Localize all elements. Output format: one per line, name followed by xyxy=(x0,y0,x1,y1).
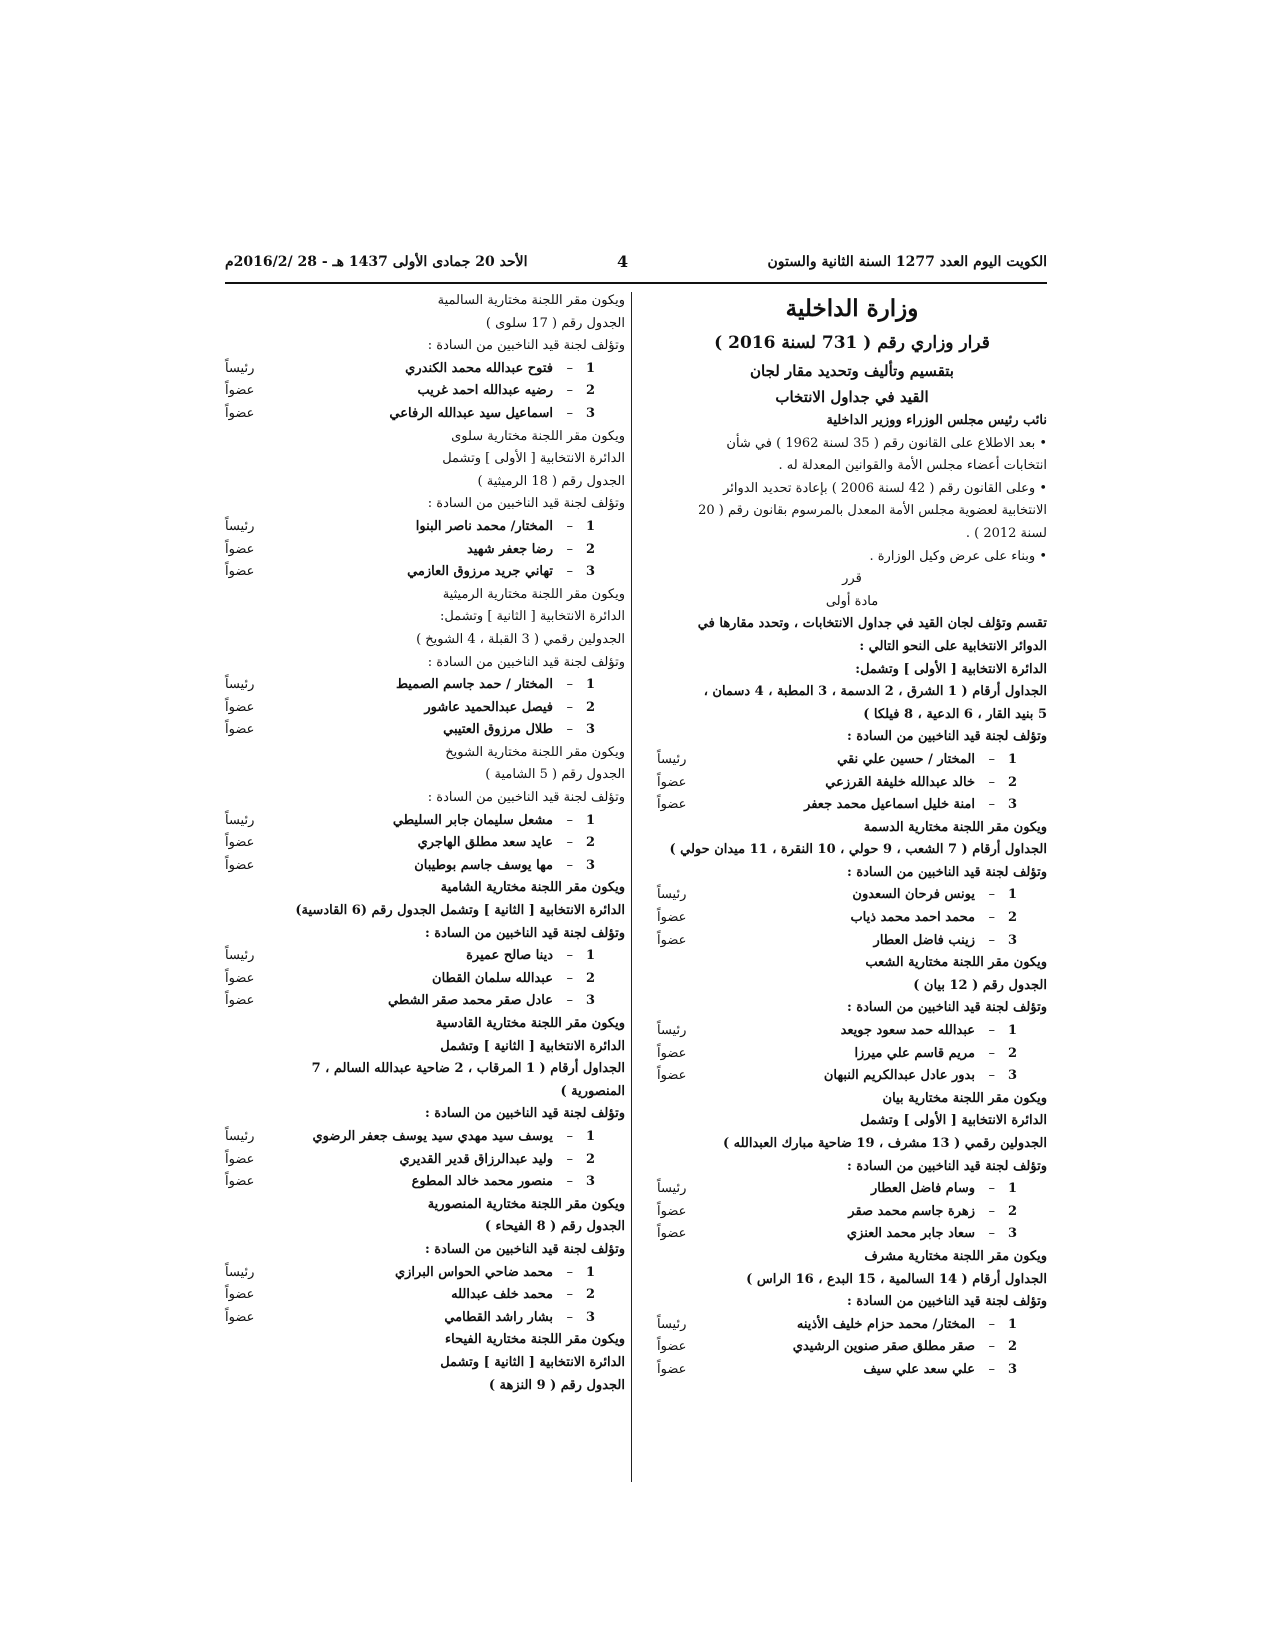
member-number: 2 xyxy=(1007,774,1017,790)
committee-member xyxy=(225,380,625,403)
dash-separator: – xyxy=(988,1023,995,1039)
committee-list xyxy=(225,516,625,584)
text-line: 5 بنيد القار ، 6 الدعية ، 8 فيلكا ) xyxy=(863,706,1047,722)
dash-separator: – xyxy=(566,948,573,964)
text-line: وتؤلف لجنة قيد الناخبين من السادة : xyxy=(846,864,1047,880)
dash-separator: – xyxy=(988,910,995,926)
committee-member xyxy=(225,1171,625,1194)
member-name: علي سعد علي سيف xyxy=(863,1361,975,1377)
member-role: عضواً xyxy=(225,1309,255,1325)
text-line: وتؤلف لجنة قيد الناخبين من السادة : xyxy=(846,729,1047,745)
text-line: الجداول أرقام ( 1 الشرق ، 2 الدسمة ، 3 المطبة ، 4 دسمان ، xyxy=(703,684,1047,700)
member-number: 3 xyxy=(585,722,595,738)
text-line: وتؤلف لجنة قيد الناخبين من السادة : xyxy=(846,1294,1047,1310)
member-name: المختار / حسين علي نقي xyxy=(837,751,975,767)
section-lines xyxy=(225,742,625,810)
member-role: عضواً xyxy=(225,405,255,421)
dash-separator: – xyxy=(566,405,573,421)
member-name: وسام فاضل العطار xyxy=(870,1181,975,1197)
text-line: لسنة 2012 ) . xyxy=(965,525,1047,541)
member-number: 1 xyxy=(1007,887,1017,903)
committee-member xyxy=(225,832,625,855)
member-role: عضواً xyxy=(225,383,255,399)
text-line: الدائرة الانتخابية [ الثانية ] وتشمل xyxy=(440,1038,625,1054)
text-line: • بعد الاطلاع على القانون رقم ( 35 لسنة 1962 ) في شأن xyxy=(726,435,1047,451)
dash-separator: – xyxy=(566,1287,573,1303)
member-number: 2 xyxy=(1007,1045,1017,1061)
member-role: رئيساً xyxy=(657,887,687,903)
member-role: عضواً xyxy=(225,857,255,873)
text-line: الدائرة الانتخابية [ الثانية ] وتشمل: xyxy=(439,609,625,625)
member-role: عضواً xyxy=(225,1287,255,1303)
issuer: نائب رئيس مجلس الوزراء ووزير الداخلية xyxy=(826,413,1047,428)
member-role: عضواً xyxy=(657,1203,687,1219)
text-line: الجدولين رقمي ( 13 مشرف ، 19 ضاحية مبارك العبدالله ) xyxy=(722,1136,1047,1151)
committee-member xyxy=(657,1020,1047,1043)
committee-list xyxy=(657,1178,1047,1246)
committee-member xyxy=(225,945,625,968)
member-role: رئيساً xyxy=(657,1023,687,1039)
dash-separator: – xyxy=(566,1128,573,1144)
text-line: الجدول رقم ( 5 الشامية ) xyxy=(485,767,625,783)
member-role: عضواً xyxy=(657,1361,687,1377)
member-name: فيصل عبدالحميد عاشور xyxy=(424,699,553,715)
member-name: يوسف سيد مهدي سيد يوسف جعفر الرضوي xyxy=(312,1128,553,1144)
section-lines xyxy=(225,1013,625,1126)
member-number: 3 xyxy=(585,405,595,421)
committee-member xyxy=(657,884,1047,907)
dash-separator: – xyxy=(566,993,573,1009)
text-line: ويكون مقر اللجنة مختارية المنصورية xyxy=(427,1196,625,1212)
dash-separator: – xyxy=(988,1316,995,1332)
dash-separator: – xyxy=(566,835,573,851)
committee-member xyxy=(225,697,625,720)
member-name: المختار / حمد جاسم الصميط xyxy=(395,677,553,693)
decided-label: قرر xyxy=(842,571,862,587)
member-number: 3 xyxy=(1007,1361,1017,1377)
member-number: 2 xyxy=(585,383,595,399)
member-role: رئيساً xyxy=(225,677,255,693)
member-number: 1 xyxy=(1007,1023,1017,1039)
committee-member xyxy=(657,772,1047,795)
member-name: خالد عبدالله خليفة القرزعي xyxy=(825,774,975,790)
member-number: 3 xyxy=(1007,1226,1017,1242)
committee-member xyxy=(225,358,625,381)
member-number: 2 xyxy=(1007,910,1017,926)
committee-member xyxy=(657,1065,1047,1088)
left-column xyxy=(225,290,625,1397)
member-number: 2 xyxy=(1007,1203,1017,1219)
member-number: 2 xyxy=(585,970,595,986)
page-number: 4 xyxy=(617,252,629,271)
member-number: 1 xyxy=(585,518,595,534)
member-number: 3 xyxy=(1007,932,1017,948)
dash-separator: – xyxy=(566,383,573,399)
section-lines xyxy=(225,1194,625,1262)
member-number: 1 xyxy=(585,1128,595,1144)
member-role: رئيساً xyxy=(225,812,255,828)
member-name: وليد عبدالرزاق قدير القديري xyxy=(399,1151,553,1167)
member-name: رضيه عبدالله احمد غريب xyxy=(417,383,553,399)
member-name: المختار/ محمد حزام خليف الأذينه xyxy=(796,1316,975,1332)
member-role: عضواً xyxy=(225,835,255,851)
text-line: وتؤلف لجنة قيد الناخبين من السادة : xyxy=(846,1000,1047,1016)
member-name: امنة خليل اسماعيل محمد جعفر xyxy=(804,797,975,813)
text-line: وتؤلف لجنة قيد الناخبين من السادة : xyxy=(427,338,625,354)
decision-title: قرار وزاري رقم ( 731 لسنة 2016 ) xyxy=(714,333,990,353)
dash-separator: – xyxy=(566,1174,573,1190)
preamble xyxy=(657,433,1047,569)
section-lines xyxy=(225,877,625,945)
member-number: 1 xyxy=(585,677,595,693)
committee-member xyxy=(225,1149,625,1172)
member-name: مريم قاسم علي ميرزا xyxy=(854,1045,975,1061)
member-role: عضواً xyxy=(657,797,687,813)
text-line: الجدول رقم ( 17 سلوى ) xyxy=(485,315,625,331)
text-line: الجدولين رقمي ( 3 القبلة ، 4 الشويخ ) xyxy=(416,631,625,647)
dash-separator: – xyxy=(988,797,995,813)
member-number: 2 xyxy=(1007,1339,1017,1355)
text-line: الجداول أرقام ( 7 الشعب ، 9 حولي ، 10 النقرة ، 11 ميدان حولي ) xyxy=(669,842,1047,858)
text-line: ويكون مقر اللجنة مختارية الرميثية xyxy=(442,586,625,602)
section-lines xyxy=(657,1088,1047,1178)
member-number: 2 xyxy=(585,1151,595,1167)
text-line: ويكون مقر اللجنة مختارية سلوى xyxy=(451,428,625,444)
member-role: رئيساً xyxy=(225,1128,255,1144)
text-line: الدائرة الانتخابية [ الأولى ] وتشمل xyxy=(442,451,625,467)
member-role: رئيساً xyxy=(657,1181,687,1197)
member-role: عضواً xyxy=(657,932,687,948)
text-line: الجدول رقم ( 9 النزهة ) xyxy=(488,1377,625,1393)
committee-member xyxy=(657,1178,1047,1201)
member-role: رئيساً xyxy=(225,948,255,964)
committee-list xyxy=(225,358,625,426)
issue-date: الأحد 20 جمادى الأولى 1437 هـ - 28 /2016/2م xyxy=(225,254,528,270)
committee-list xyxy=(225,1126,625,1194)
member-name: زهرة جاسم محمد صقر xyxy=(848,1203,975,1219)
text-line: وتؤلف لجنة قيد الناخبين من السادة : xyxy=(424,1241,625,1257)
member-number: 3 xyxy=(585,1309,595,1325)
member-name: صقر مطلق صقر صنوين الرشيدي xyxy=(792,1339,975,1355)
text-line: ويكون مقر اللجنة مختارية مشرف xyxy=(864,1248,1047,1264)
committee-list xyxy=(657,884,1047,952)
member-number: 3 xyxy=(585,993,595,1009)
committee-list xyxy=(225,810,625,878)
member-name: منصور محمد خالد المطوع xyxy=(411,1174,553,1190)
article-label: مادة أولى xyxy=(825,593,879,609)
dash-separator: – xyxy=(566,970,573,986)
member-name: يونس فرحان السعدون xyxy=(852,887,975,903)
committee-member xyxy=(225,1307,625,1330)
dash-separator: – xyxy=(988,1045,995,1061)
text-line: وتؤلف لجنة قيد الناخبين من السادة : xyxy=(424,925,625,941)
member-role: عضواً xyxy=(225,722,255,738)
committee-member xyxy=(225,1126,625,1149)
member-name: سعاد جابر محمد العنزي xyxy=(846,1226,975,1242)
member-role: عضواً xyxy=(657,1068,687,1084)
dash-separator: – xyxy=(988,887,995,903)
text-line: • وبناء على عرض وكيل الوزارة . xyxy=(869,548,1047,564)
dash-separator: – xyxy=(566,1309,573,1325)
committee-member xyxy=(225,990,625,1013)
committee-member xyxy=(225,1262,625,1285)
dash-separator: – xyxy=(566,1151,573,1167)
text-line: ويكون مقر اللجنة مختارية الشويخ xyxy=(445,744,625,760)
committee-list xyxy=(225,1262,625,1330)
dash-separator: – xyxy=(988,1181,995,1197)
columns xyxy=(225,290,1047,1490)
member-role: عضواً xyxy=(225,1174,255,1190)
text-line: انتخابات أعضاء مجلس الأمة والقوانين المعدلة له . xyxy=(778,458,1047,474)
committee-member xyxy=(657,749,1047,772)
member-name: عادل صقر محمد صقر الشطي xyxy=(388,993,553,1009)
page-header xyxy=(225,248,1047,284)
committee-member xyxy=(225,674,625,697)
committee-member xyxy=(225,1284,625,1307)
member-number: 3 xyxy=(585,1174,595,1190)
member-name: محمد خلف عبدالله xyxy=(451,1287,553,1303)
member-name: عبدالله سلمان القطان xyxy=(432,970,553,986)
committee-list xyxy=(657,749,1047,817)
text-line: الجدول رقم ( 12 بيان ) xyxy=(913,977,1047,993)
member-role: عضواً xyxy=(657,910,687,926)
text-line: • وعلى القانون رقم ( 42 لسنة 2006 ) بإعادة تحديد الدوائر xyxy=(723,480,1047,496)
member-role: عضواً xyxy=(225,541,255,557)
text-line: الدائرة الانتخابية [ الثانية ] وتشمل xyxy=(440,1354,625,1370)
gazette-page xyxy=(225,248,1047,1490)
member-role: رئيساً xyxy=(225,1264,255,1280)
text-line: ويكون مقر اللجنة مختارية الشعب xyxy=(865,955,1047,971)
member-role: عضواً xyxy=(225,970,255,986)
committee-member xyxy=(225,561,625,584)
dash-separator: – xyxy=(988,774,995,790)
member-role: عضواً xyxy=(657,774,687,790)
member-name: رضا جعفر شهيد xyxy=(466,541,553,557)
committee-member xyxy=(657,1336,1047,1359)
member-number: 2 xyxy=(585,699,595,715)
member-name: دينا صالح عميرة xyxy=(466,948,553,964)
member-role: عضواً xyxy=(225,993,255,1009)
member-number: 1 xyxy=(1007,1316,1017,1332)
committee-member xyxy=(657,1201,1047,1224)
dash-separator: – xyxy=(566,564,573,580)
member-number: 3 xyxy=(585,564,595,580)
section-lines xyxy=(225,584,625,674)
text-line: المنصورية ) xyxy=(560,1083,625,1099)
committee-member xyxy=(225,968,625,991)
right-column xyxy=(657,290,1047,1382)
committee-member xyxy=(225,855,625,878)
member-number: 2 xyxy=(585,541,595,557)
member-role: عضواً xyxy=(225,1151,255,1167)
committee-list xyxy=(657,1314,1047,1382)
text-line: ويكون مقر اللجنة مختارية الدسمة xyxy=(863,819,1047,835)
committee-member xyxy=(225,810,625,833)
member-name: تهاني جريد مرزوق العازمي xyxy=(407,564,553,580)
dash-separator: – xyxy=(566,360,573,376)
member-name: فتوح عبدالله محمد الكندري xyxy=(405,360,553,376)
member-name: بشار راشد القطامي xyxy=(444,1309,553,1325)
dash-separator: – xyxy=(566,699,573,715)
dash-separator: – xyxy=(988,751,995,767)
member-role: رئيساً xyxy=(657,751,687,767)
member-number: 2 xyxy=(585,835,595,851)
committee-member xyxy=(657,1314,1047,1337)
member-role: عضواً xyxy=(657,1045,687,1061)
committee-member xyxy=(657,1043,1047,1066)
member-number: 1 xyxy=(585,1264,595,1280)
dash-separator: – xyxy=(566,722,573,738)
committee-member xyxy=(225,403,625,426)
text-line: الدائرة الانتخابية [ الأولى ] وتشمل: xyxy=(855,661,1047,677)
member-name: محمد ضاحي الحواس البرازي xyxy=(394,1264,553,1280)
dash-separator: – xyxy=(988,1339,995,1355)
member-role: رئيساً xyxy=(657,1316,687,1332)
text-line: ويكون مقر اللجنة مختارية السالمية xyxy=(437,293,625,308)
member-name: مها يوسف جاسم بوطيبان xyxy=(414,857,553,873)
dash-separator: – xyxy=(566,518,573,534)
member-role: رئيساً xyxy=(225,518,255,534)
text-line: وتؤلف لجنة قيد الناخبين من السادة : xyxy=(846,1158,1047,1174)
dash-separator: – xyxy=(988,1203,995,1219)
section-lines xyxy=(657,817,1047,885)
dash-separator: – xyxy=(566,1264,573,1280)
text-line: وتؤلف لجنة قيد الناخبين من السادة : xyxy=(427,496,625,512)
text-line: الانتخابية لعضوية مجلس الأمة المعدل بالمرسوم بقانون رقم ( 20 xyxy=(698,503,1047,519)
publication-title: الكويت اليوم العدد 1277 السنة الثانية والستون xyxy=(767,254,1047,270)
committee-member xyxy=(225,516,625,539)
member-name: المختار/ محمد ناصر البنوا xyxy=(415,518,553,534)
dash-separator: – xyxy=(566,857,573,873)
text-line: الجداول أرقام ( 1 المرقاب ، 2 ضاحية عبدالله السالم ، 7 xyxy=(311,1061,625,1077)
member-name: زينب فاضل العطار xyxy=(873,932,975,948)
member-name: طلال مرزوق العتيبي xyxy=(443,722,553,738)
section-lines xyxy=(657,1246,1047,1314)
text-line: ويكون مقر اللجنة مختارية الشامية xyxy=(440,880,625,896)
committee-member xyxy=(225,719,625,742)
member-number: 3 xyxy=(1007,1068,1017,1084)
committee-member xyxy=(657,1359,1047,1382)
text-line: الدائرة الانتخابية [ الأولى ] وتشمل xyxy=(860,1113,1047,1129)
dash-separator: – xyxy=(566,812,573,828)
dash-separator: – xyxy=(988,1361,995,1377)
member-role: عضواً xyxy=(657,1339,687,1355)
text-line: تقسم وتؤلف لجان القيد في جداول الانتخابات ، وتحدد مقارها في xyxy=(697,616,1047,632)
dash-separator: – xyxy=(988,1226,995,1242)
member-role: عضواً xyxy=(225,699,255,715)
text-line: الدوائر الانتخابية على النحو التالي : xyxy=(859,638,1047,654)
member-name: مشعل سليمان جابر السليطي xyxy=(392,812,553,828)
text-line: ويكون مقر اللجنة مختارية الفيحاء xyxy=(445,1332,625,1348)
member-role: رئيساً xyxy=(225,360,255,376)
member-name: بدور عادل عبدالكريم النبهان xyxy=(823,1068,975,1084)
article-text xyxy=(657,613,1047,658)
section-lines xyxy=(225,290,625,358)
text-line: الدائرة الانتخابية [ الثانية ] وتشمل الجدول رقم (6 القادسية) xyxy=(295,903,625,919)
member-role: عضواً xyxy=(225,564,255,580)
member-name: عايد سعد مطلق الهاجري xyxy=(417,835,553,851)
text-line: ويكون مقر اللجنة مختارية القادسية xyxy=(435,1016,625,1031)
committee-member xyxy=(657,907,1047,930)
committee-member xyxy=(657,930,1047,953)
text-line: الجدول رقم ( 18 الرميثية ) xyxy=(477,473,625,489)
member-number: 3 xyxy=(585,857,595,873)
text-line: الجدول رقم ( 8 الفيحاء ) xyxy=(484,1219,625,1235)
decision-subject-2: القيد في جداول الانتخاب xyxy=(775,388,929,406)
member-number: 1 xyxy=(1007,751,1017,767)
column-divider xyxy=(631,292,632,1482)
member-name: عبدالله حمد سعود جويعد xyxy=(840,1023,975,1039)
text-line: وتؤلف لجنة قيد الناخبين من السادة : xyxy=(424,1106,625,1122)
member-number: 1 xyxy=(1007,1181,1017,1197)
committee-list xyxy=(225,945,625,1013)
committee-member xyxy=(657,794,1047,817)
text-line: ويكون مقر اللجنة مختارية بيان xyxy=(882,1090,1047,1106)
decision-subject-1: بتقسيم وتأليف وتحديد مقار لجان xyxy=(750,362,954,380)
text-line: الجداول أرقام ( 14 السالمية ، 15 البدع ، 16 الراس ) xyxy=(746,1271,1047,1287)
member-name: محمد احمد محمد ذياب xyxy=(850,910,975,926)
committee-list xyxy=(657,1020,1047,1088)
member-number: 2 xyxy=(585,1287,595,1303)
dash-separator: – xyxy=(988,1068,995,1084)
member-number: 1 xyxy=(585,948,595,964)
member-number: 3 xyxy=(1007,797,1017,813)
member-name: اسماعيل سيد عبدالله الرفاعي xyxy=(389,405,553,421)
dash-separator: – xyxy=(988,932,995,948)
dash-separator: – xyxy=(566,677,573,693)
section-lines xyxy=(225,426,625,516)
section-lines xyxy=(225,1329,625,1397)
section-lines xyxy=(657,952,1047,1020)
text-line: وتؤلف لجنة قيد الناخبين من السادة : xyxy=(427,654,625,670)
committee-list xyxy=(225,674,625,742)
committee-member xyxy=(657,1223,1047,1246)
member-role: عضواً xyxy=(657,1226,687,1242)
member-number: 1 xyxy=(585,360,595,376)
member-number: 1 xyxy=(585,812,595,828)
ministry-title: وزارة الداخلية xyxy=(785,295,919,322)
dash-separator: – xyxy=(566,541,573,557)
text-line: وتؤلف لجنة قيد الناخبين من السادة : xyxy=(427,790,625,806)
committee-member xyxy=(225,539,625,562)
section-lines xyxy=(657,659,1047,749)
